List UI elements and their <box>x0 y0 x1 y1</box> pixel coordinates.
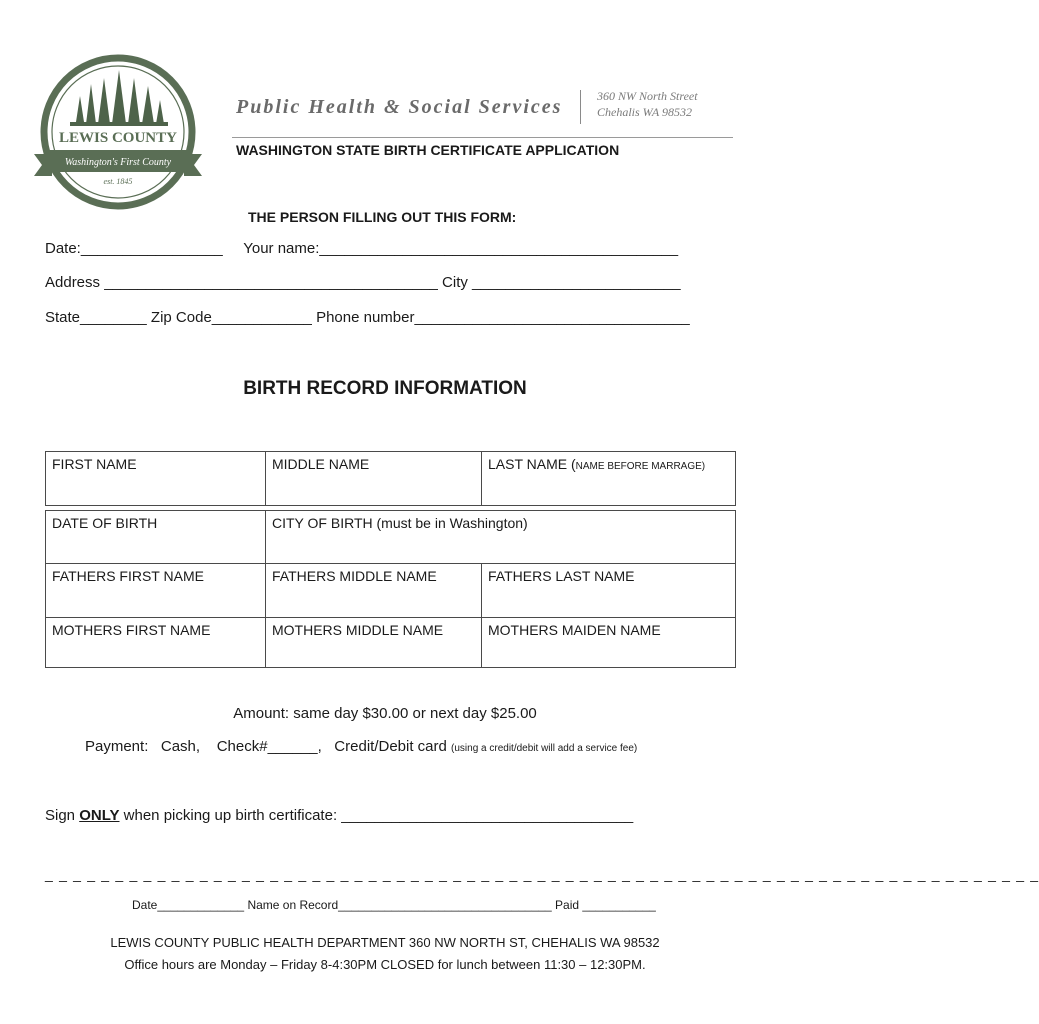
footer-address: LEWIS COUNTY PUBLIC HEALTH DEPARTMENT 360 NW NORTH ST, CHEHALIS WA 98532 <box>110 935 660 950</box>
department-name: Public Health & Social Services <box>236 96 563 118</box>
office-use-fields[interactable]: Date_____________ Name on Record________________________________ Paid ___________ <box>132 898 656 912</box>
middle-name-field[interactable] <box>266 452 482 505</box>
svg-text:Washington's First County: Washington's First County <box>64 157 172 168</box>
father-middle-name-field[interactable] <box>266 564 482 616</box>
father-middle-name-label: FATHERS MIDDLE NAME <box>272 568 437 585</box>
payment-fee-note: (using a credit/debit will add a service fee) <box>451 743 638 754</box>
date-name-fields[interactable]: Date:_________________ Your name:___________________________________________ <box>45 240 679 257</box>
last-name-label: LAST NAME ( <box>488 456 576 472</box>
last-name-field[interactable] <box>482 452 735 505</box>
birth-record-title: BIRTH RECORD INFORMATION <box>243 378 527 399</box>
city-of-birth-label: CITY OF BIRTH (must be in Washington) <box>272 515 528 531</box>
date-of-birth-field[interactable] <box>46 511 266 563</box>
svg-text:LEWIS COUNTY: LEWIS COUNTY <box>59 130 177 146</box>
father-row <box>46 564 735 617</box>
mother-middle-name-field[interactable] <box>266 618 482 667</box>
mother-maiden-name-label: MOTHERS MAIDEN NAME <box>488 621 661 638</box>
state-zip-phone-fields[interactable]: State________ Zip Code____________ Phone number_________________________________ <box>45 309 690 326</box>
signature-only-emphasis: ONLY <box>79 807 120 824</box>
address-street: 360 NW North Street <box>597 89 698 103</box>
date-of-birth-label: DATE OF BIRTH <box>52 515 158 531</box>
birth-details-table <box>45 510 736 668</box>
last-name-note: NAME BEFORE MARRAGE) <box>575 461 706 472</box>
address-divider <box>580 90 581 124</box>
city-of-birth-field[interactable] <box>266 511 735 563</box>
father-first-name-field[interactable] <box>46 564 266 616</box>
mother-middle-name-label: MOTHERS MIDDLE NAME <box>272 621 444 638</box>
header-rule <box>232 137 733 138</box>
amount-text: Amount: same day $30.00 or next day $25.00 <box>233 705 537 722</box>
mother-first-name-label: MOTHERS FIRST NAME <box>52 621 211 638</box>
mother-maiden-name-field[interactable] <box>482 618 735 667</box>
address-city-fields[interactable]: Address ________________________________________ City _________________________ <box>45 274 681 291</box>
svg-text:est. 1845: est. 1845 <box>103 177 133 186</box>
payment-methods-text[interactable]: Payment: Cash, Check#______, Credit/Debit card <box>85 738 447 755</box>
footer-hours: Office hours are Monday – Friday 8-4:30PM CLOSED for lunch between 11:30 – 12:30PM. <box>124 957 646 972</box>
mother-first-name-field[interactable] <box>46 618 266 667</box>
mother-row <box>46 618 735 667</box>
cut-line: _ _ _ _ _ _ _ _ _ _ _ _ _ _ _ _ _ _ _ _ _ _ _ _ _ _ _ _ _ _ _ _ _ _ _ _ _ _ _ _ _ _ _ _ _ _ _ _ _ _ _ _ _ _ _ _ _ _ _ _ _ _ _ _ _ _ _ _ _ _ _ <box>45 866 1039 882</box>
father-last-name-field[interactable] <box>482 564 735 616</box>
signature-prefix: Sign <box>45 807 80 824</box>
first-name-field[interactable] <box>46 452 266 505</box>
birth-date-row <box>46 511 735 564</box>
lewis-county-seal-logo <box>30 44 220 210</box>
name-row <box>45 451 736 506</box>
father-first-name-label: FATHERS FIRST NAME <box>52 568 204 585</box>
payment-methods <box>85 738 637 755</box>
signature-suffix: when picking up birth certificate: ___________________________________ <box>119 807 634 824</box>
first-name-label: FIRST NAME <box>52 456 137 472</box>
middle-name-label: MIDDLE NAME <box>272 456 370 472</box>
address-city: Chehalis WA 98532 <box>597 105 692 119</box>
requester-heading: THE PERSON FILLING OUT THIS FORM: <box>248 209 517 225</box>
father-last-name-label: FATHERS LAST NAME <box>488 568 635 585</box>
signature-line[interactable] <box>45 807 633 824</box>
form-title: WASHINGTON STATE BIRTH CERTIFICATE APPLICATION <box>236 142 620 158</box>
